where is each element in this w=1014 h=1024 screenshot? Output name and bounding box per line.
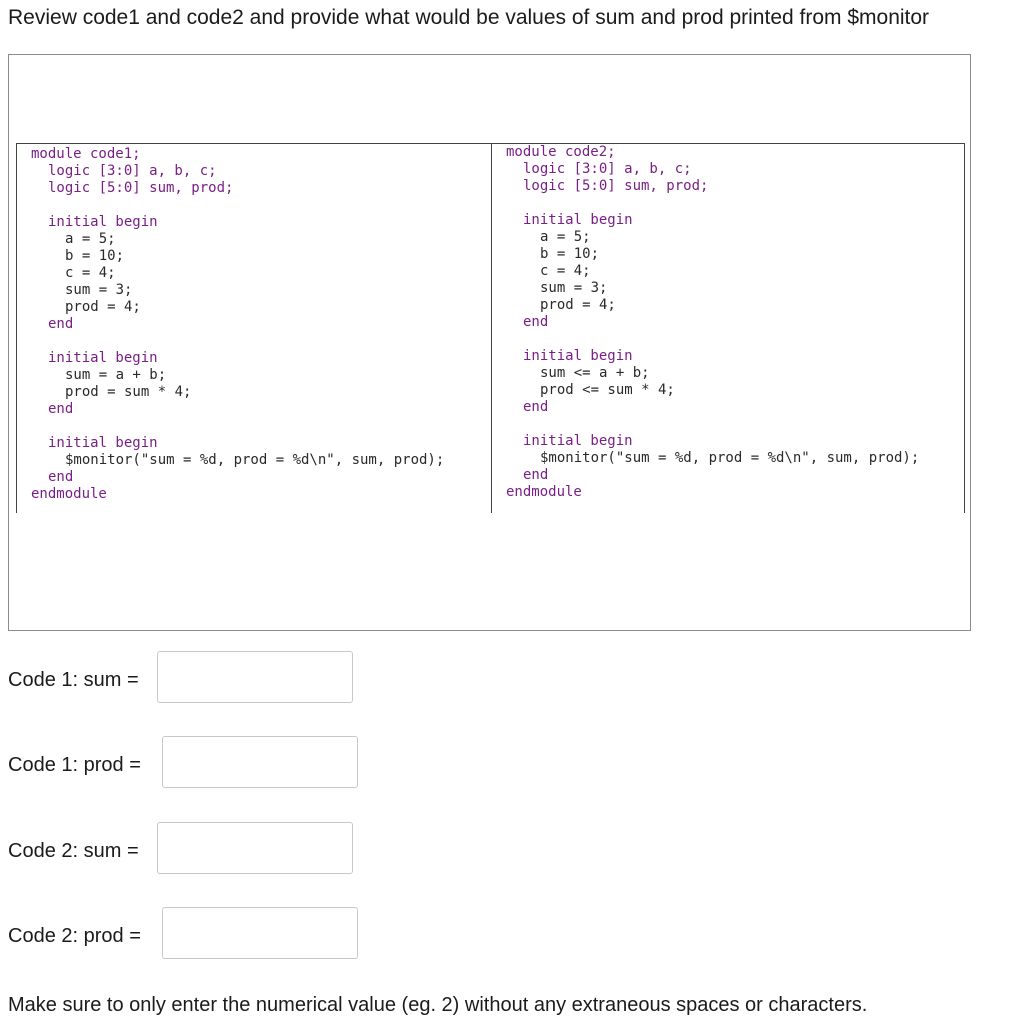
answer-label-code2-prod: Code 2: prod =: [8, 925, 141, 947]
code1-panel: [16, 143, 492, 513]
answer-input-code2-sum[interactable]: [157, 822, 353, 874]
code2-panel: [491, 143, 965, 513]
code-line: a = 5;: [65, 231, 116, 247]
code-line: logic [5:0] sum, prod;: [48, 180, 234, 196]
code-line: prod = 4;: [65, 299, 141, 315]
code-line: b = 10;: [65, 248, 125, 264]
code-line: c = 4;: [540, 263, 591, 279]
code-line: sum <= a + b;: [540, 365, 650, 381]
code-line: a = 5;: [540, 229, 591, 245]
code-line: prod = 4;: [540, 297, 616, 313]
answer-label-code2-sum: Code 2: sum =: [8, 840, 139, 862]
code-line: logic [3:0] a, b, c;: [48, 163, 217, 179]
code-line: logic [5:0] sum, prod;: [523, 178, 709, 194]
answer-label-code1-sum: Code 1: sum =: [8, 669, 139, 691]
code-line: initial begin: [523, 212, 633, 228]
code-line: end: [523, 399, 549, 415]
code-line: prod <= sum * 4;: [540, 382, 675, 398]
code-line: endmodule: [31, 486, 107, 502]
code-line: prod = sum * 4;: [65, 384, 192, 400]
code-blank-line: [506, 416, 964, 433]
code-line: module code2;: [506, 144, 616, 160]
code-line: endmodule: [506, 484, 582, 500]
answer-label-code1-prod: Code 1: prod =: [8, 754, 141, 776]
code-line: initial begin: [48, 214, 158, 230]
code-blank-line: [31, 197, 492, 214]
question-text: Review code1 and code2 and provide what would be values of sum and prod printed from $monitor: [8, 6, 930, 29]
code-line: module code1;: [31, 146, 141, 162]
code-blank-line: [31, 418, 492, 435]
code-line: end: [48, 316, 74, 332]
code-line: b = 10;: [540, 246, 600, 262]
code-line: initial begin: [48, 350, 158, 366]
code-line: c = 4;: [65, 265, 116, 281]
answer-input-code1-sum[interactable]: [157, 651, 353, 703]
code-line: sum = a + b;: [65, 367, 167, 383]
instruction-note: Make sure to only enter the numerical value (eg. 2) without any extraneous spaces or characters.: [8, 994, 868, 1016]
code-line: end: [523, 314, 549, 330]
code-line: end: [523, 467, 549, 483]
code-line: end: [48, 401, 74, 417]
code-line: initial begin: [523, 348, 633, 364]
code-line: initial begin: [48, 435, 158, 451]
answer-input-code1-prod[interactable]: [162, 736, 358, 788]
code-line: $monitor("sum = %d, prod = %d\n", sum, prod);: [540, 450, 920, 466]
code-blank-line: [506, 331, 964, 348]
code-line: sum = 3;: [540, 280, 608, 296]
code-line: logic [3:0] a, b, c;: [523, 161, 692, 177]
code-line: end: [48, 469, 74, 485]
answer-input-code2-prod[interactable]: [162, 907, 358, 959]
code-blank-line: [31, 333, 492, 350]
code-line: $monitor("sum = %d, prod = %d\n", sum, prod);: [65, 452, 445, 468]
code-line: sum = 3;: [65, 282, 133, 298]
code-blank-line: [506, 195, 964, 212]
code-line: initial begin: [523, 433, 633, 449]
